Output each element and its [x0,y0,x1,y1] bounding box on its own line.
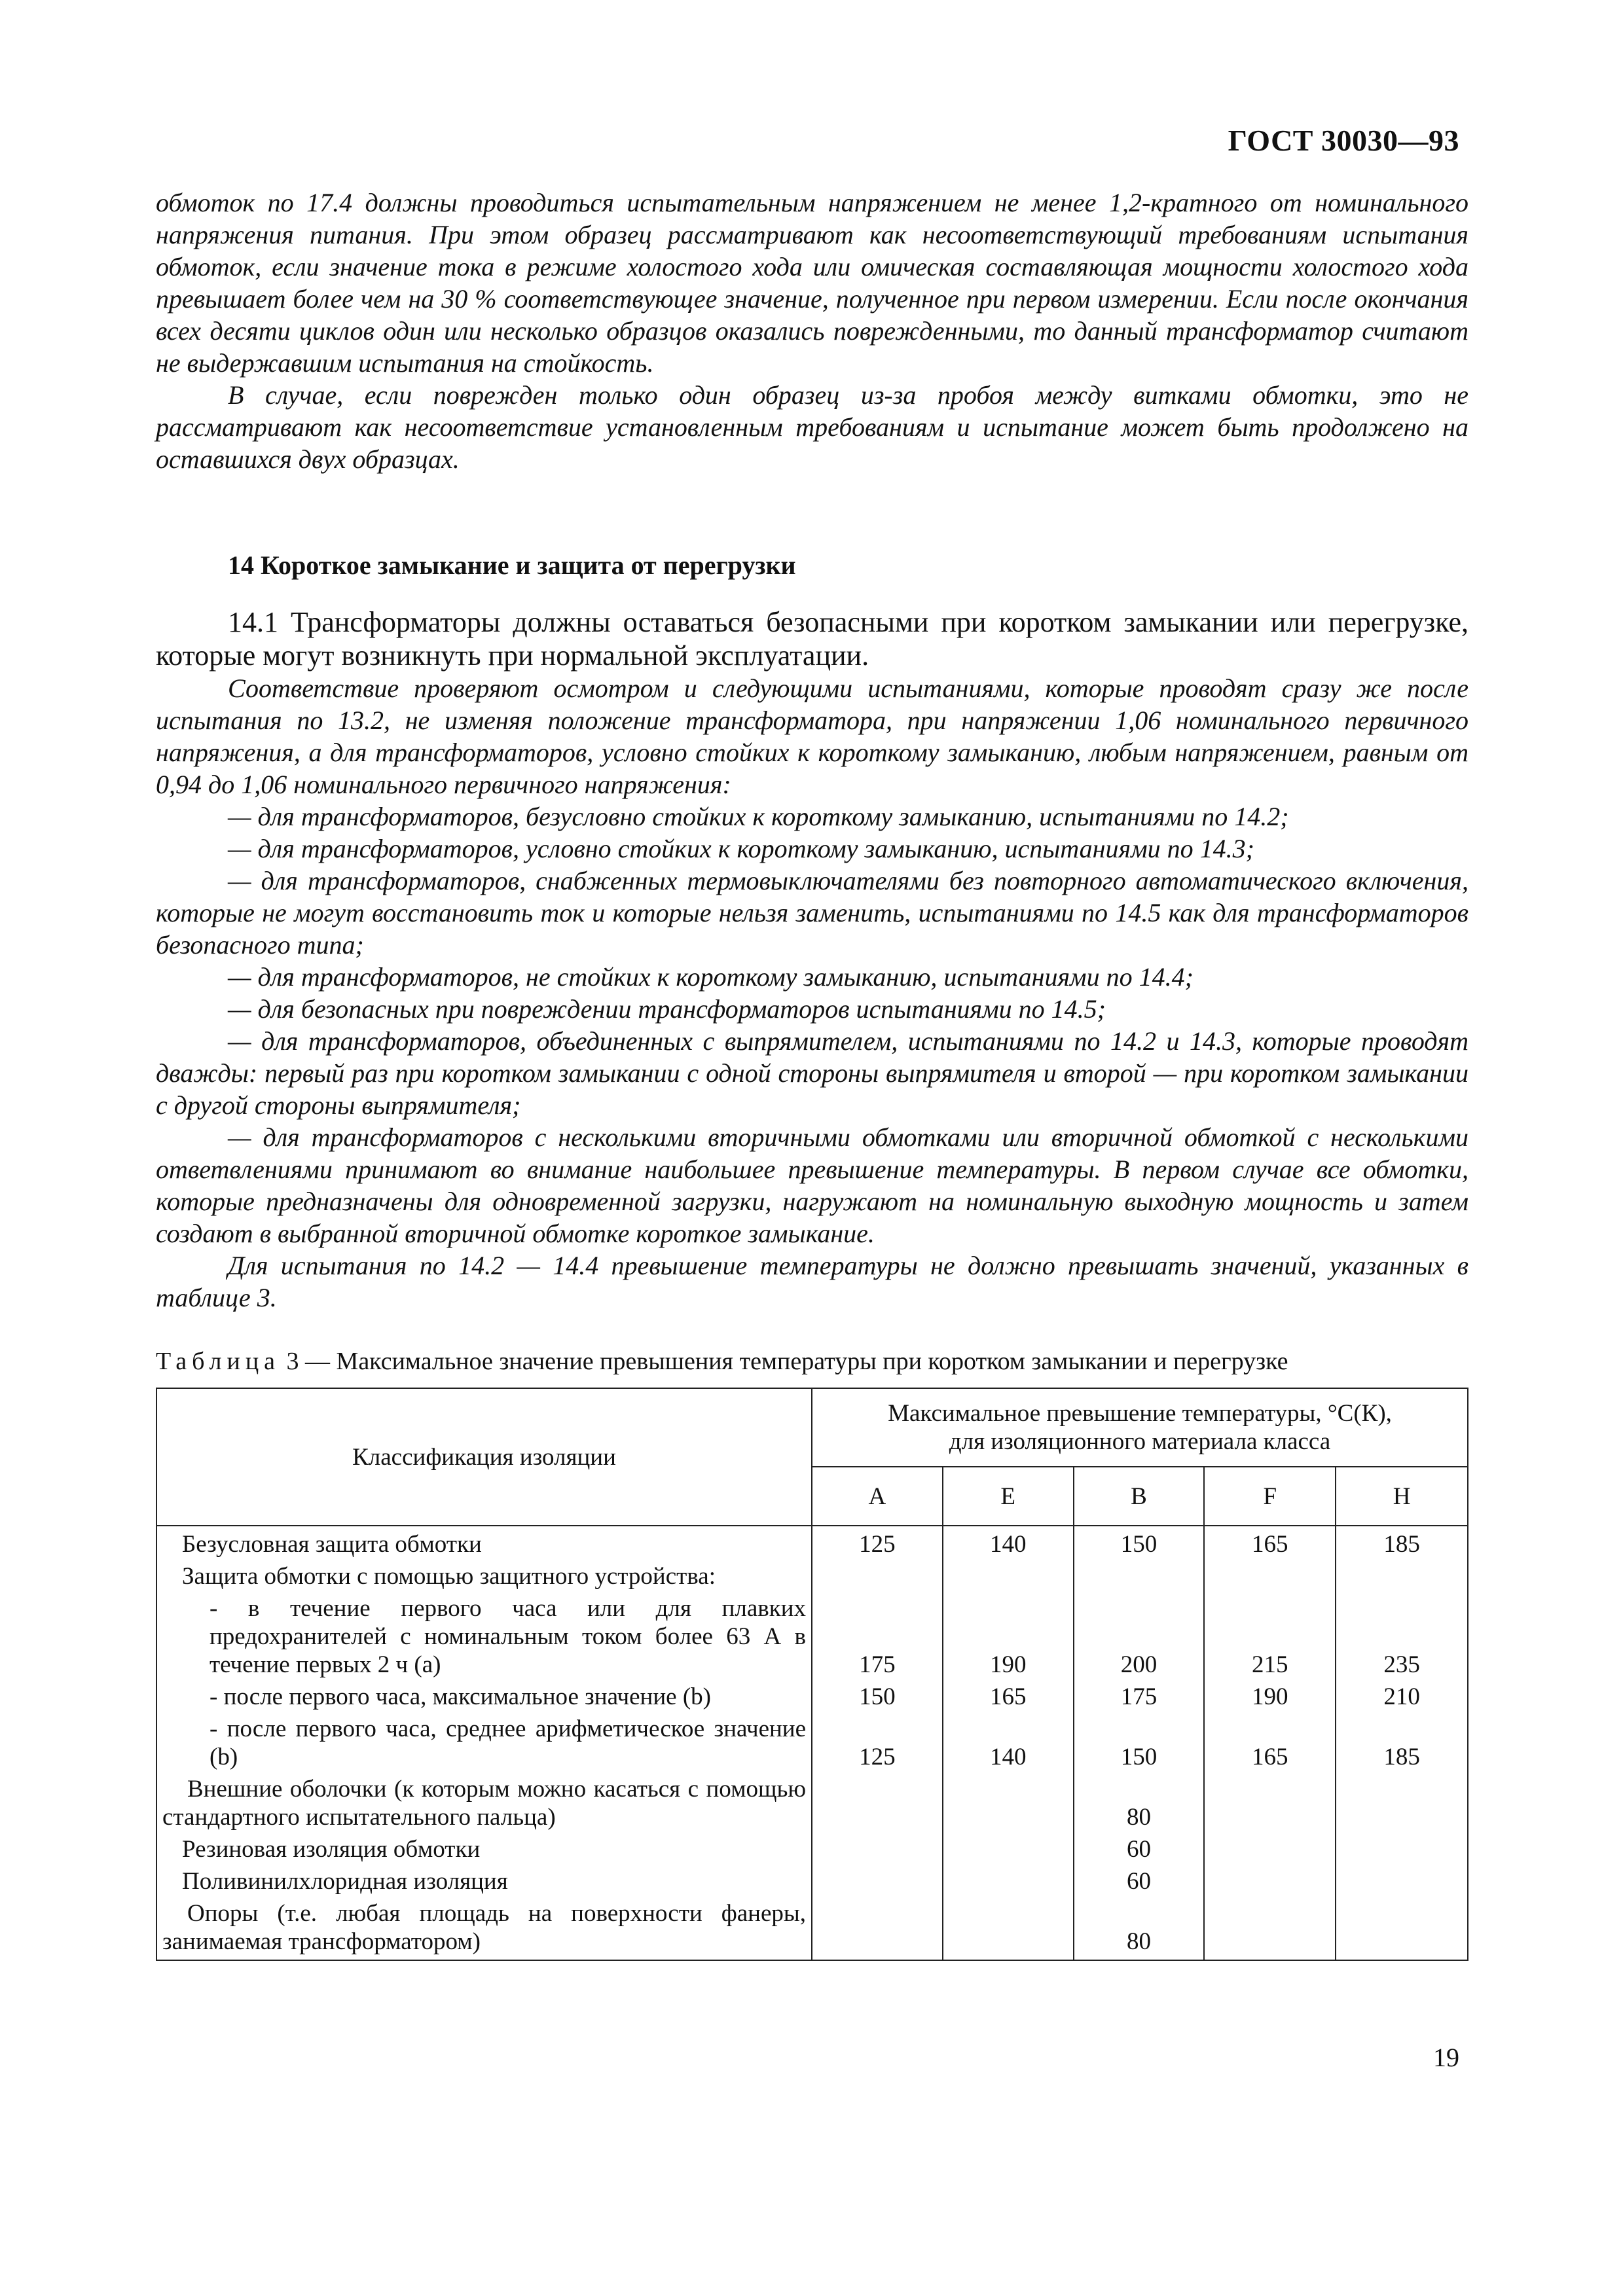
cell-value: 210 [1336,1681,1468,1713]
row-label: Опоры (т.е. любая площадь на поверхности фанеры, занимаемая трансформатором) [156,1897,812,1960]
cell-value [812,1773,943,1833]
column-header-class-h: H [1336,1467,1468,1526]
list-item: — для трансформаторов, безусловно стойких к короткому замыканию, испытаниями по 14.2; [228,802,1289,831]
cell-value [1336,1773,1468,1833]
cell-value: 175 [1074,1681,1205,1713]
cell-value [1336,1833,1468,1865]
cell-value: 150 [812,1681,943,1713]
cell-value [812,1897,943,1960]
cell-value [1204,1833,1336,1865]
paragraph: В случае, если поврежден только один образец из-за пробоя между витками обмотки, это не рассматривают как несоответствие установленным требованиям и испытание может быть продолжено на оставшихся двух образцах. [156,380,1468,474]
cell-value: 60 [1074,1833,1205,1865]
table-caption-text: 3 — Максимальное значение превышения температуры при коротком замыкании и перегрузке [286,1348,1288,1375]
cell-value [1204,1773,1336,1833]
cell-value: 60 [1074,1865,1205,1897]
cell-value: 125 [812,1526,943,1560]
table-row [156,1592,1468,1681]
cell-value: 165 [943,1681,1074,1713]
column-header-temperature-line2: для изоляционного материала класса [949,1428,1331,1455]
page-number: 19 [1433,2043,1459,2072]
cell-value: 165 [1204,1526,1336,1560]
cell-value: 190 [943,1592,1074,1681]
list-item: — для трансформаторов, снабженных термовыключателями без повторного автоматического включения, которые не могут восстановить ток и которые нельзя заменить, испытаниями по 14.5 как для трансформаторов безопасного типа; [156,866,1468,960]
cell-value: 150 [1074,1526,1205,1560]
table-row [156,1897,1468,1960]
cell-value [812,1560,943,1592]
cell-value [1204,1897,1336,1960]
section-body [156,605,1468,1314]
cell-value: 140 [943,1526,1074,1560]
cell-value: 190 [1204,1681,1336,1713]
column-header-classification: Классификация изоляции [156,1388,812,1526]
cell-value [1336,1865,1468,1897]
cell-value [1074,1560,1205,1592]
table-caption-label: Таблица [156,1348,281,1375]
row-label: Безусловная защита обмотки [156,1526,812,1560]
document-standard-number: ГОСТ 30030—93 [1228,124,1459,157]
row-label: Внешние оболочки (к которым можно касаться с помощью стандартного испытательного пальца) [156,1773,812,1833]
cell-value [943,1897,1074,1960]
cell-value: 175 [812,1592,943,1681]
list-item: — для трансформаторов, условно стойких к короткому замыканию, испытаниями по 14.3; [228,834,1254,863]
cell-value: 125 [812,1713,943,1773]
cell-value: 80 [1074,1773,1205,1833]
table-row [156,1833,1468,1865]
section-heading: 14 Короткое замыкание и защита от перегрузки [228,550,796,580]
row-label: Защита обмотки с помощью защитного устройства: [156,1560,812,1592]
table-row [156,1560,1468,1592]
cell-value [812,1865,943,1897]
list-item: — для трансформаторов, объединенных с выпрямителем, испытаниями по 14.2 и 14.3, которые проводят дважды: первый раз при коротком замыкании с одной стороны выпрямителя и второй — при коротком замыкании с другой стороны выпрямителя; [156,1026,1468,1120]
cell-value [943,1865,1074,1897]
table-row [156,1526,1468,1560]
cell-value [1204,1560,1336,1592]
cell-value: 215 [1204,1592,1336,1681]
cell-value [943,1833,1074,1865]
requirement-paragraph: 14.1 Трансформаторы должны оставаться безопасными при коротком замыкании или перегрузке, которые могут возникнуть при нормальной эксплуатации. [156,606,1468,672]
continued-text [156,187,1468,475]
cell-value [812,1833,943,1865]
table-row [156,1865,1468,1897]
column-header-class-a: A [812,1467,943,1526]
cell-value [1336,1560,1468,1592]
cell-value: 200 [1074,1592,1205,1681]
row-label: - в течение первого часа или для плавких предохранителей с номинальным током более 63 А в течение первых 2 ч (а) [156,1592,812,1681]
column-header-temperature-line1: Максимальное превышение температуры, °С(К), [888,1400,1392,1427]
column-header-temperature [812,1388,1468,1467]
cell-value [1336,1897,1468,1960]
paragraph: обмоток по 17.4 должны проводиться испытательным напряжением не менее 1,2-кратного от номинального напряжения питания. При этом образец рассматривают как несоответствующий требованиям испытания обмоток, если значение тока в режиме холостого хода или омическая составляющая мощности холостого хода превышает более чем на 30 % соответствующее значение, полученное при первом измерении. Если после окончания всех десяти циклов один или несколько образцов оказались поврежденными, то данный трансформатор считают не выдержавшим испытания на стойкость. [156,188,1468,378]
column-header-class-f: F [1204,1467,1336,1526]
cell-value [943,1560,1074,1592]
list-item: — для безопасных при повреждении трансформаторов испытаниями по 14.5; [228,994,1106,1024]
table-row [156,1773,1468,1833]
column-header-class-e: E [943,1467,1074,1526]
cell-value: 80 [1074,1897,1205,1960]
cell-value: 235 [1336,1592,1468,1681]
table-caption [156,1347,1468,1376]
cell-value [1204,1865,1336,1897]
cell-value: 185 [1336,1526,1468,1560]
row-label: - после первого часа, максимальное значение (b) [156,1681,812,1713]
cell-value [943,1773,1074,1833]
cell-value: 150 [1074,1713,1205,1773]
list-item: — для трансформаторов, не стойких к короткому замыканию, испытаниями по 14.4; [228,962,1194,992]
row-label: Поливинилхлоридная изоляция [156,1865,812,1897]
temperature-rise-table [156,1388,1468,1961]
row-label: Резиновая изоляция обмотки [156,1833,812,1865]
list-item: — для трансформаторов с несколькими вторичными обмотками или вторичной обмоткой с несколькими ответвлениями принимают во внимание наибольшее превышение температуры. В первом случае все обмотки, которые предназначены для одновременной загрузки, нагружают на номинальную выходную мощность и затем создают в выбранной вторичной обмотке короткое замыкание. [156,1122,1468,1248]
cell-value: 185 [1336,1713,1468,1773]
table-row [156,1713,1468,1773]
paragraph: Для испытания по 14.2 — 14.4 превышение температуры не должно превышать значений, указанных в таблице 3. [156,1251,1468,1312]
column-header-class-b: B [1074,1467,1205,1526]
paragraph: Соответствие проверяют осмотром и следующими испытаниями, которые проводят сразу же после испытания по 13.2, не изменяя положение трансформатора, при напряжении 1,06 номинального первичного напряжения, а для трансформаторов, условно стойких к короткому замыканию, любым напряжением, равным от 0,94 до 1,06 номинального первичного напряжения: [156,673,1468,799]
row-label: - после первого часа, среднее арифметическое значение (b) [156,1713,812,1773]
cell-value: 165 [1204,1713,1336,1773]
table-row [156,1681,1468,1713]
cell-value: 140 [943,1713,1074,1773]
